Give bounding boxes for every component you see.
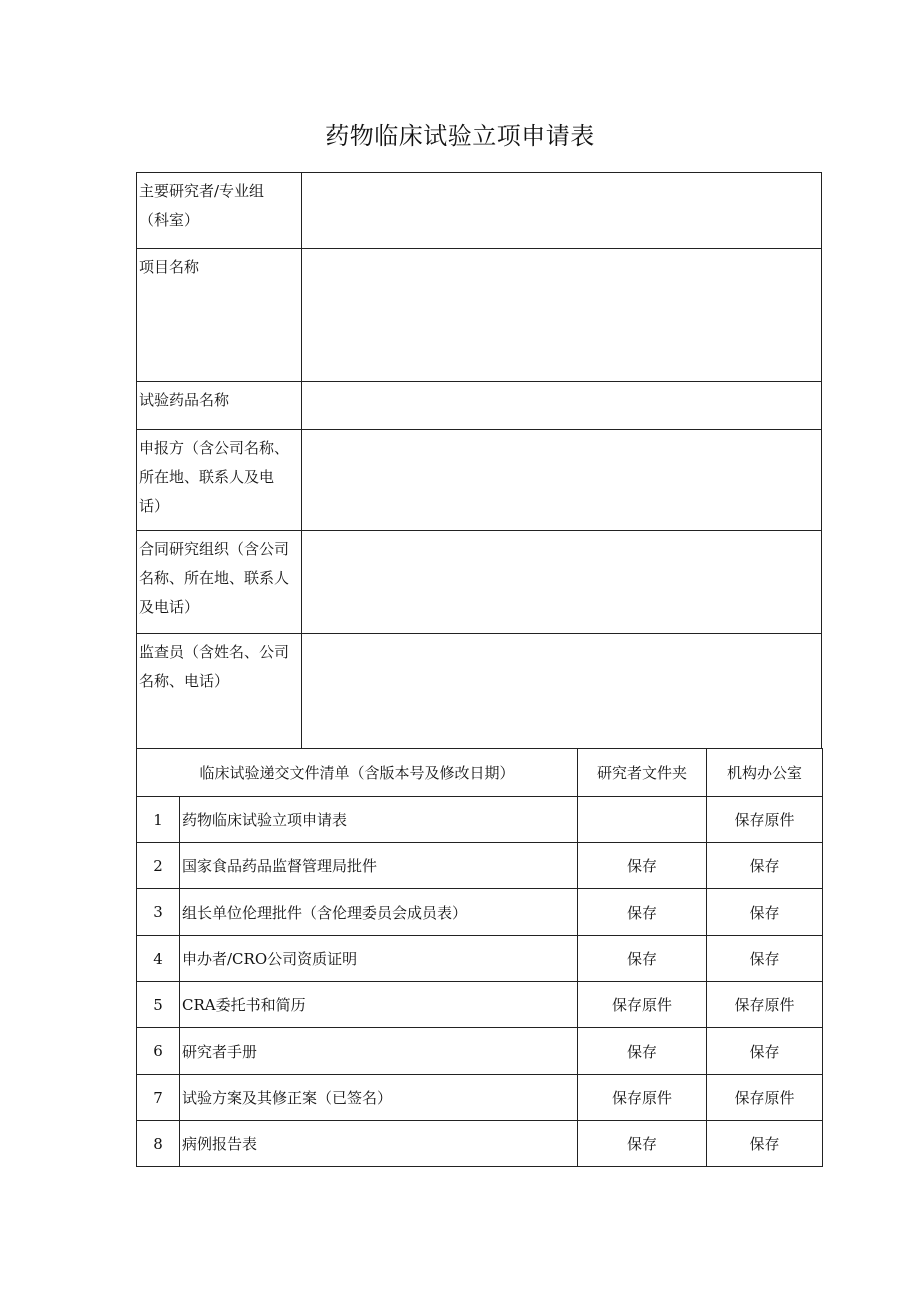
- document-list-header: [137, 749, 823, 797]
- form-label-project-name: [137, 249, 302, 382]
- researcher-folder-cell[interactable]: 保存原件: [578, 982, 707, 1028]
- document-name: 药物临床试验立项申请表: [180, 797, 578, 843]
- row-number: 6: [137, 1028, 180, 1075]
- row-number: 7: [137, 1075, 180, 1121]
- office-cell[interactable]: 保存原件: [707, 797, 823, 843]
- submission-document-list: [136, 748, 823, 1167]
- form-row-project-name: [137, 249, 822, 382]
- form-label-drug-name: [137, 382, 302, 430]
- office-cell[interactable]: 保存: [707, 1121, 823, 1167]
- document-title: 药物临床试验立项申请表: [325, 122, 595, 150]
- form-row-cro: [137, 531, 822, 634]
- label-line: 合同研究组织（含公司: [139, 540, 290, 558]
- document-row: [137, 843, 823, 889]
- researcher-folder-cell[interactable]: 保存: [578, 889, 707, 936]
- office-cell[interactable]: 保存原件: [707, 982, 823, 1028]
- row-number: 4: [137, 936, 180, 982]
- document-name: 试验方案及其修正案（已签名）: [180, 1075, 578, 1121]
- label-line: 名称、所在地、联系人: [139, 569, 290, 587]
- document-row: [137, 982, 823, 1028]
- row-number: 2: [137, 843, 180, 889]
- header-documents: 临床试验递交文件清单（含版本号及修改日期）: [137, 749, 578, 797]
- application-form-table: [136, 172, 822, 749]
- document-row: [137, 797, 823, 843]
- label-line: 话）: [139, 497, 170, 515]
- office-cell[interactable]: 保存: [707, 936, 823, 982]
- document-row: [137, 1028, 823, 1075]
- office-cell[interactable]: 保存: [707, 889, 823, 936]
- document-name: 组长单位伦理批件（含伦理委员会成员表）: [180, 889, 578, 936]
- row-number: 3: [137, 889, 180, 936]
- row-number: 1: [137, 797, 180, 843]
- researcher-folder-cell[interactable]: 保存: [578, 1028, 707, 1075]
- form-field-monitor[interactable]: [302, 634, 822, 749]
- form-label-cro: [137, 531, 302, 634]
- document-name: 病例报告表: [180, 1121, 578, 1167]
- label-line: （科室）: [139, 211, 200, 229]
- row-number: 8: [137, 1121, 180, 1167]
- researcher-folder-cell[interactable]: 保存: [578, 1121, 707, 1167]
- form-field-project-name[interactable]: [302, 249, 822, 382]
- form-row-principal-investigator: [137, 173, 822, 249]
- form-label-principal-investigator: [137, 173, 302, 249]
- label-line: 监查员（含姓名、公司: [139, 643, 290, 661]
- form-label-applicant: [137, 430, 302, 531]
- label-line: 及电话）: [139, 598, 200, 616]
- document-name: CRA委托书和简历: [180, 982, 578, 1028]
- label-line: 主要研究者/专业组: [139, 182, 265, 200]
- label-line: 所在地、联系人及电: [139, 468, 275, 486]
- form-label-monitor: [137, 634, 302, 749]
- form-field-cro[interactable]: [302, 531, 822, 634]
- document-row: [137, 889, 823, 936]
- label-line: 名称、电话）: [139, 672, 230, 690]
- form-row-drug-name: [137, 382, 822, 430]
- office-cell[interactable]: 保存: [707, 1028, 823, 1075]
- document-row: [137, 936, 823, 982]
- document-row: [137, 1075, 823, 1121]
- label-line: 申报方（含公司名称、: [139, 439, 290, 457]
- form-field-drug-name[interactable]: [302, 382, 822, 430]
- label-line: 试验药品名称: [139, 391, 230, 409]
- researcher-folder-cell[interactable]: [578, 797, 707, 843]
- researcher-folder-cell[interactable]: 保存: [578, 843, 707, 889]
- header-researcher-folder: 研究者文件夹: [578, 749, 707, 797]
- researcher-folder-cell[interactable]: 保存原件: [578, 1075, 707, 1121]
- document-name: 国家食品药品监督管理局批件: [180, 843, 578, 889]
- form-row-applicant: [137, 430, 822, 531]
- document-name: 申办者/CRO公司资质证明: [180, 936, 578, 982]
- form-field-principal-investigator[interactable]: [302, 173, 822, 249]
- form-field-applicant[interactable]: [302, 430, 822, 531]
- researcher-folder-cell[interactable]: 保存: [578, 936, 707, 982]
- document-row: [137, 1121, 823, 1167]
- office-cell[interactable]: 保存原件: [707, 1075, 823, 1121]
- document-name: 研究者手册: [180, 1028, 578, 1075]
- row-number: 5: [137, 982, 180, 1028]
- form-row-monitor: [137, 634, 822, 749]
- label-line: 项目名称: [139, 258, 200, 276]
- header-office: 机构办公室: [707, 749, 823, 797]
- office-cell[interactable]: 保存: [707, 843, 823, 889]
